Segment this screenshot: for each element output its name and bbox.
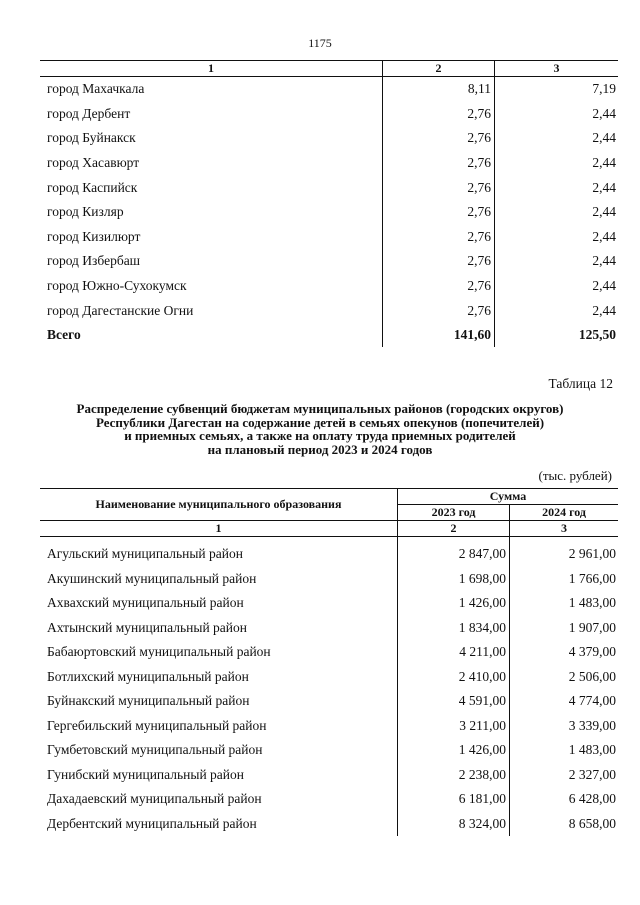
row-value-2024: 2,44 [592, 179, 616, 195]
row-name: Дербентский муниципальный район [47, 815, 257, 831]
continued-table [40, 60, 618, 347]
row-value-2023: 2,76 [383, 175, 495, 200]
row-name: Гумбетовский муниципальный район [47, 742, 263, 758]
column-number-row [40, 521, 618, 537]
table-row [40, 714, 618, 739]
year-2024-header: 2024 год [510, 505, 619, 521]
header-row [40, 489, 618, 505]
row-value-2024: 2,44 [592, 278, 616, 294]
table-row [40, 298, 618, 323]
row-name: город Южно-Сухокумск [47, 278, 187, 294]
table-row [40, 616, 618, 641]
table-row [40, 763, 618, 788]
row-value-2024: 2,44 [592, 228, 616, 244]
row-name: город Каспийск [47, 179, 138, 195]
row-value-2024: 8 658,00 [568, 815, 616, 831]
row-value-2023: 2,76 [383, 225, 495, 250]
table-row [40, 274, 618, 299]
row-value-2023: 2,76 [383, 102, 495, 127]
row-value-2023: 2,76 [383, 126, 495, 151]
row-value-2023: 2 410,00 [398, 665, 510, 690]
unit-note: (тыс. рублей) [538, 468, 612, 483]
table-row [40, 175, 618, 200]
row-name: Гергебильский муниципальный район [47, 717, 267, 733]
row-value-2024: 2 506,00 [568, 668, 616, 684]
table-row [40, 665, 618, 690]
row-value-2024: 2,44 [592, 302, 616, 318]
title-line: и приемных семьях, а также на оплату труда приемных родителей [124, 428, 516, 443]
row-value-2024: 2,44 [592, 130, 616, 146]
title-line: Республики Дагестан на содержание детей в семьях опекунов (попечителей) [95, 414, 545, 430]
column-number-2: 2 [383, 61, 495, 77]
row-value-2023: 4 591,00 [398, 689, 510, 714]
year-2023-header: 2023 год [398, 505, 510, 521]
row-name: Буйнакский муниципальный район [47, 693, 250, 709]
table-row [40, 151, 618, 176]
row-value-2023: 2,76 [383, 151, 495, 176]
table-row [40, 689, 618, 714]
table-row [40, 126, 618, 151]
row-value-2023: 2,76 [383, 200, 495, 225]
title-line: Распределение субвенций бюджетам муниципальных районов (городских округов) [76, 401, 564, 416]
row-value-2024: 4 774,00 [568, 693, 616, 709]
row-value-2023: 6 181,00 [398, 787, 510, 812]
row-name: город Избербаш [47, 253, 141, 269]
row-value-2023: 2 847,00 [398, 542, 510, 567]
total-value-2023: 141,60 [383, 323, 495, 347]
total-row [40, 323, 618, 347]
row-name: Дахадаевский муниципальный район [47, 791, 262, 807]
row-name: город Кизилюрт [47, 228, 141, 244]
row-value-2024: 2,44 [592, 204, 616, 220]
row-value-2023: 1 698,00 [398, 567, 510, 592]
table-row [40, 542, 618, 567]
row-value-2024: 1 907,00 [568, 619, 616, 635]
row-name: Ахтынский муниципальный район [47, 619, 247, 635]
table-label: Таблица 12 [548, 376, 613, 391]
total-value-2024: 125,50 [578, 326, 616, 342]
row-name: Агульский муниципальный район [47, 546, 243, 562]
subvention-table [40, 488, 618, 836]
row-value-2023: 8 324,00 [398, 812, 510, 837]
row-name: Бабаюртовский муниципальный район [47, 644, 271, 660]
table-row [40, 787, 618, 812]
row-value-2023: 4 211,00 [398, 640, 510, 665]
column-number-row [40, 61, 618, 77]
row-value-2023: 8,11 [383, 77, 495, 102]
table-row [40, 249, 618, 274]
page-number: 1175 [308, 36, 332, 50]
row-name: город Буйнакск [47, 130, 136, 146]
column-number-2: 2 [398, 521, 510, 537]
row-value-2024: 1 483,00 [568, 742, 616, 758]
row-name: Акушинский муниципальный район [47, 570, 257, 586]
row-value-2024: 7,19 [592, 81, 616, 97]
column-number-3: 3 [495, 61, 619, 77]
row-name: Гунибский муниципальный район [47, 766, 244, 782]
row-value-2024: 4 379,00 [568, 644, 616, 660]
column-number-1: 1 [40, 521, 398, 537]
row-value-2023: 3 211,00 [398, 714, 510, 739]
table-title [20, 402, 620, 456]
title-line: на плановый период 2023 и 2024 годов [207, 441, 433, 457]
row-name: город Дагестанские Огни [47, 302, 194, 318]
table-row [40, 812, 618, 837]
table-row [40, 225, 618, 250]
row-name: город Хасавюрт [47, 155, 140, 171]
table-row [40, 200, 618, 225]
row-value-2024: 1 483,00 [568, 595, 616, 611]
table-row [40, 77, 618, 102]
row-name: город Дербент [47, 105, 131, 121]
table-row [40, 640, 618, 665]
sum-header: Сумма [398, 489, 619, 505]
total-label: Всего [47, 326, 81, 342]
row-value-2023: 2,76 [383, 249, 495, 274]
row-name: город Махачкала [47, 81, 145, 97]
row-value-2024: 2 961,00 [568, 546, 616, 562]
row-name: Ахвахский муниципальный район [47, 595, 244, 611]
row-value-2023: 2 238,00 [398, 763, 510, 788]
row-name: город Кизляр [47, 204, 124, 220]
table-row [40, 738, 618, 763]
row-value-2023: 1 426,00 [398, 738, 510, 763]
row-value-2023: 1 834,00 [398, 616, 510, 641]
row-value-2024: 2 327,00 [568, 766, 616, 782]
row-value-2024: 1 766,00 [568, 570, 616, 586]
row-name: Ботлихский муниципальный район [47, 668, 249, 684]
column-number-3: 3 [510, 521, 619, 537]
row-value-2023: 2,76 [383, 298, 495, 323]
table-row [40, 567, 618, 592]
column-number-1: 1 [40, 61, 383, 77]
table-row [40, 102, 618, 127]
row-value-2023: 1 426,00 [398, 591, 510, 616]
row-value-2024: 3 339,00 [568, 717, 616, 733]
row-value-2024: 2,44 [592, 105, 616, 121]
row-value-2024: 2,44 [592, 155, 616, 171]
table-row [40, 591, 618, 616]
row-value-2024: 6 428,00 [568, 791, 616, 807]
row-value-2024: 2,44 [592, 253, 616, 269]
row-value-2023: 2,76 [383, 274, 495, 299]
name-column-header: Наименование муниципального образования [40, 489, 398, 521]
